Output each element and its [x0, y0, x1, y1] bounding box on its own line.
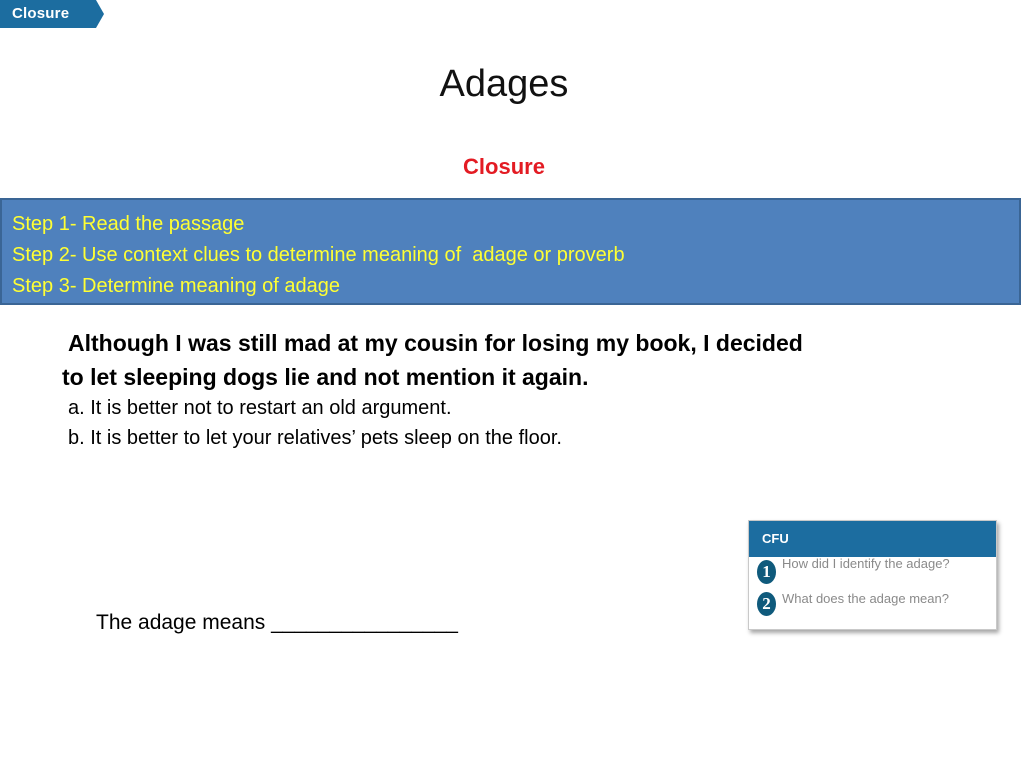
answer-prompt: The adage means ________________ [96, 611, 458, 634]
passage [62, 326, 882, 394]
section-tag-label: Closure [12, 5, 70, 22]
step-2: Step 2- Use context clues to determine meaning of adage or proverb [12, 244, 625, 266]
number-1-badge: 1 [757, 560, 776, 584]
cfu-header [749, 521, 996, 557]
step-1: Step 1- Read the passage [12, 213, 245, 235]
page-subtitle: Closure [463, 154, 545, 179]
passage-line-1: Although I was still mad at my cousin for losing my book, I decided [68, 330, 803, 356]
page-title: Adages [439, 63, 569, 105]
section-tag [0, 0, 104, 28]
number-2-badge: 2 [757, 592, 776, 616]
steps-box [0, 198, 1021, 305]
option-b: b. It is better to let your relatives’ pets sleep on the floor. [68, 427, 562, 449]
cfu-title: CFU [762, 531, 789, 546]
step-3: Step 3- Determine meaning of adage [12, 275, 340, 297]
cfu-question-2: What does the adage mean? [782, 591, 949, 606]
cfu-question-1: How did I identify the adage? [782, 556, 950, 571]
cfu-box [748, 520, 997, 630]
passage-line-2: to let sleeping dogs lie and not mention it again. [62, 364, 589, 390]
option-a: a. It is better not to restart an old argument. [68, 397, 452, 419]
